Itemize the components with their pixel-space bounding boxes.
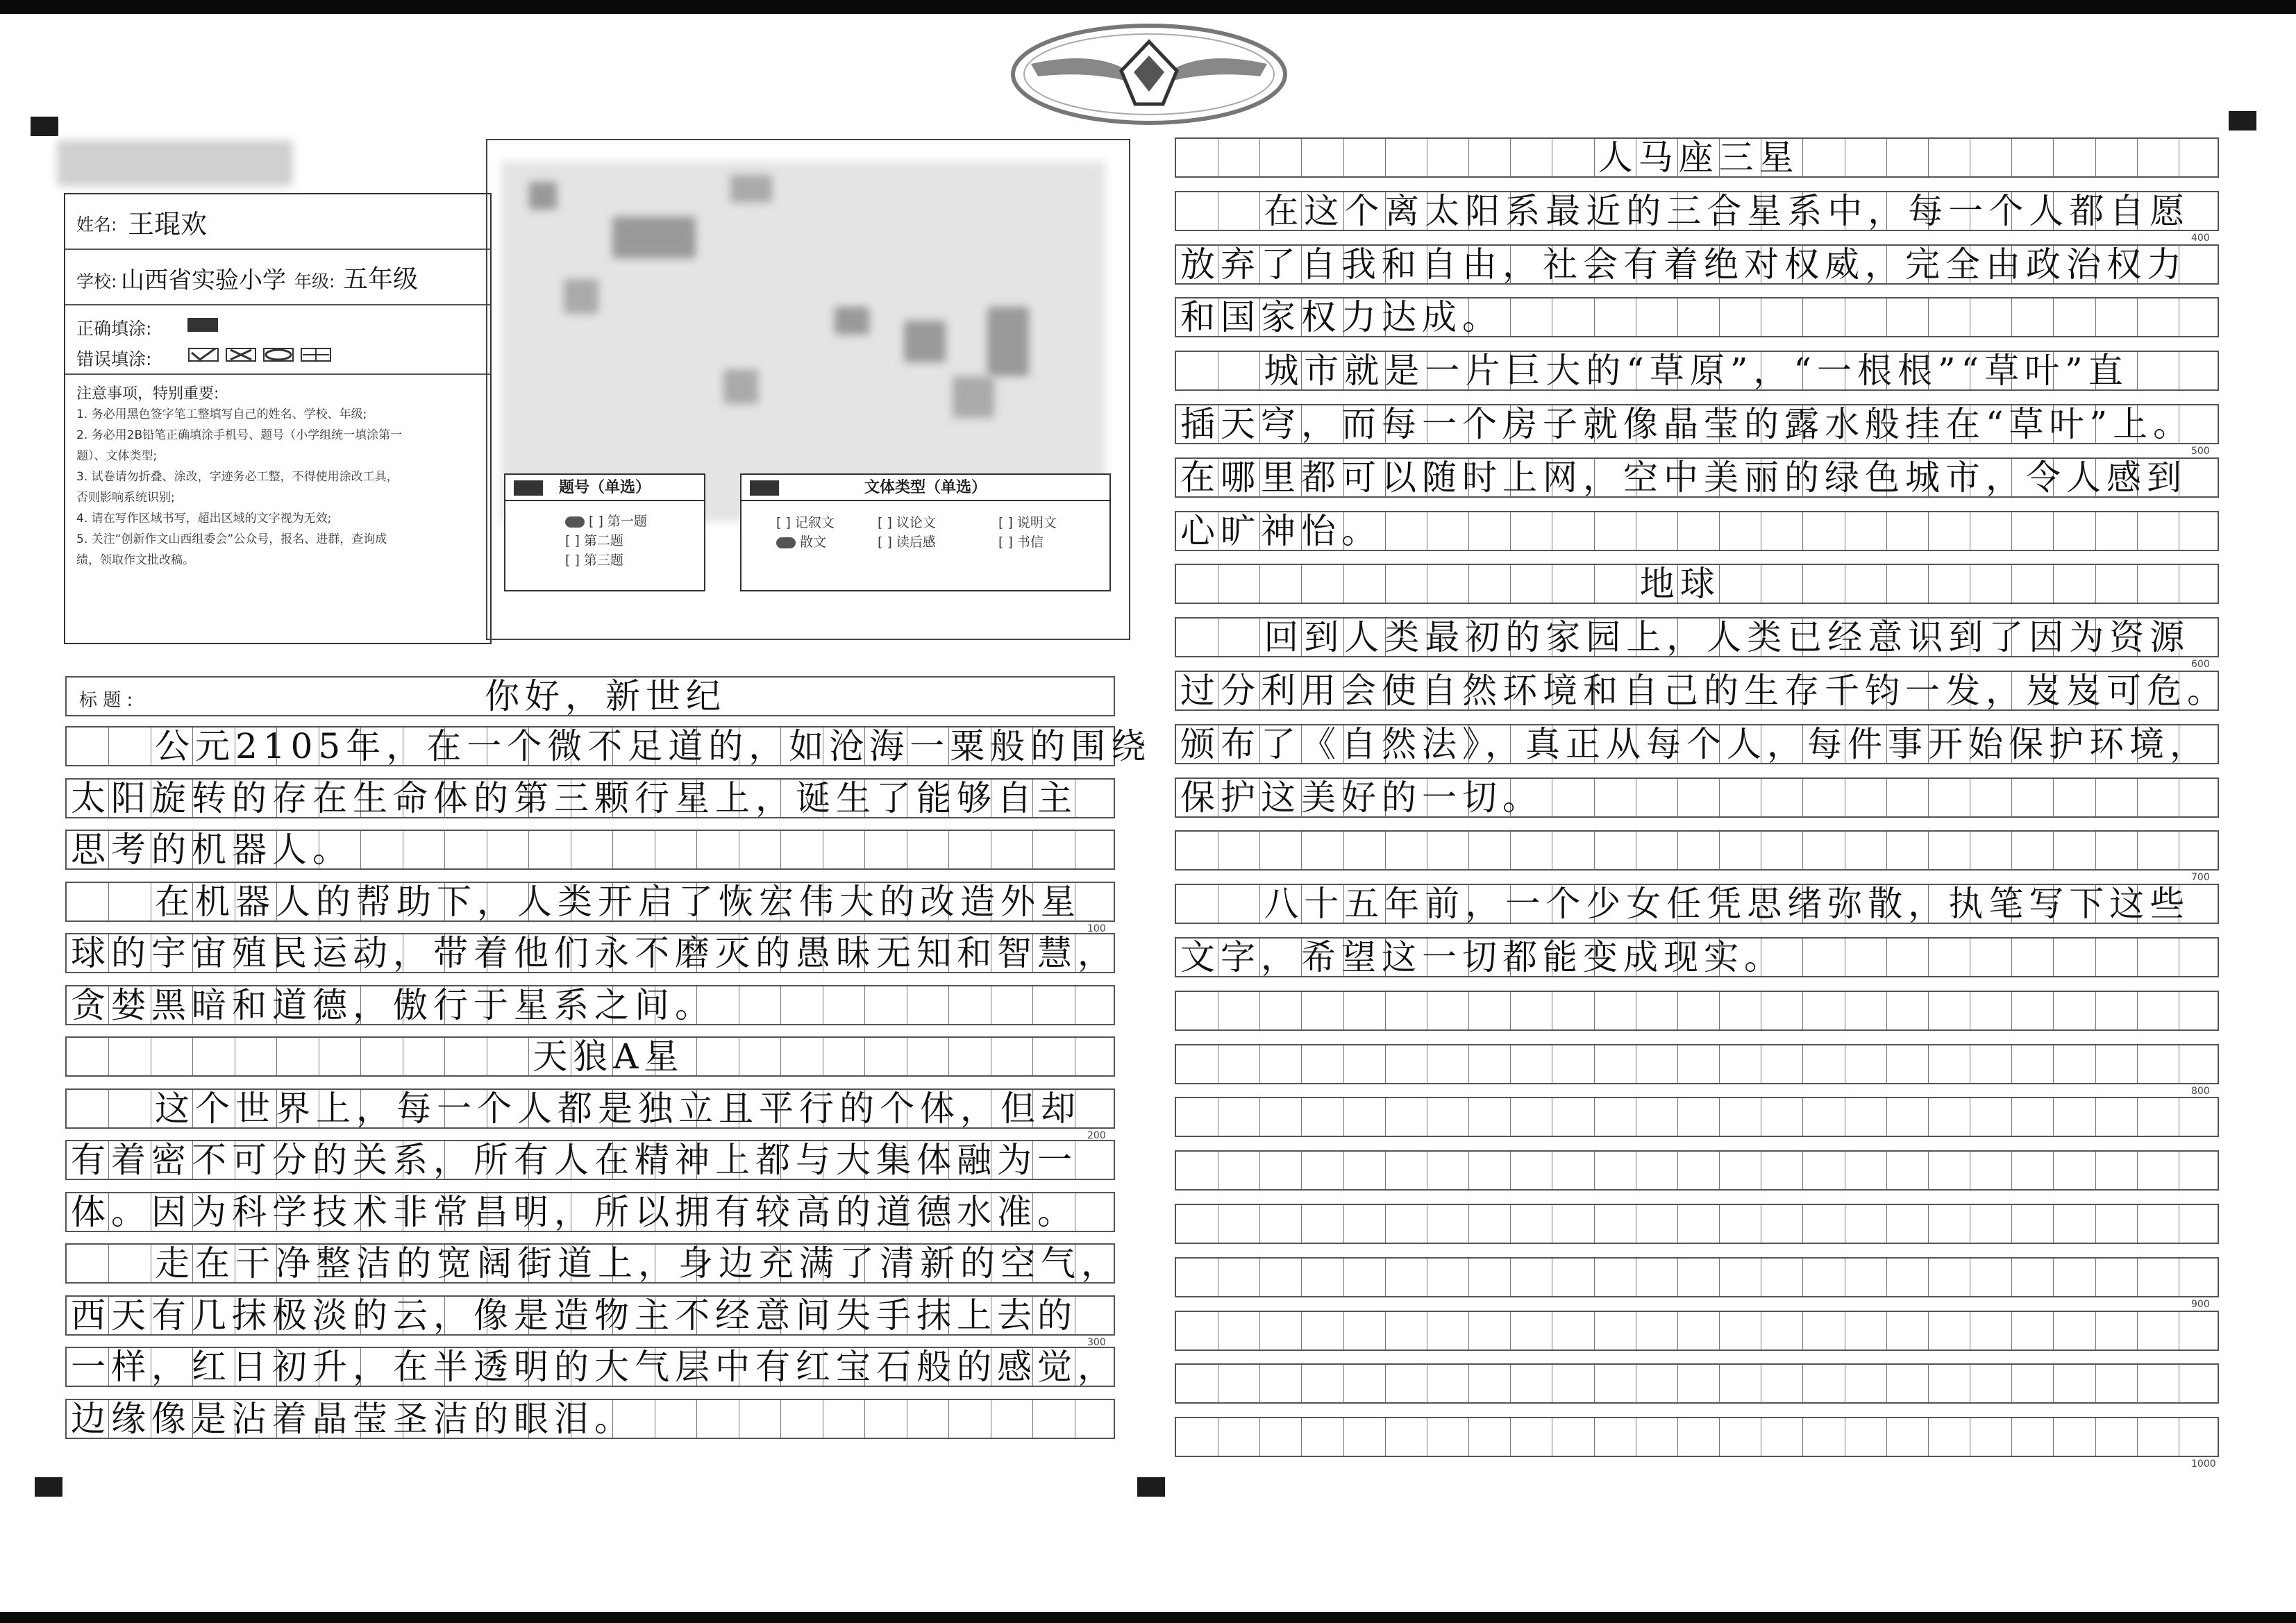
grid-row (65, 830, 1115, 870)
genre-option-argument[interactable]: [ ] 议论文 (878, 515, 936, 530)
note-item: 题）、文体类型; (76, 449, 158, 463)
name-row (65, 194, 490, 250)
grade-label: 年级: (294, 271, 335, 292)
grid-row (1175, 351, 2219, 391)
essay-line: 公元2105年，在一个微不足道的，如沧海一粟般的围绕 (154, 726, 1152, 766)
grid-row (1175, 1204, 2219, 1244)
topic-option-2[interactable]: [ ] 第二题 (565, 533, 623, 548)
essay-line: 颁布了《自然法》，真正从每个人，每件事开始保护环境， (1180, 723, 2210, 764)
char-counter: 200 (1087, 1129, 1106, 1141)
grid-row (1175, 884, 2219, 924)
grid-row (1175, 991, 2219, 1031)
name-label: 姓名: (76, 215, 117, 235)
essay-line: 心旷神怡。 (1180, 510, 1382, 551)
wrong-fill-label: 错误填涂: (76, 349, 152, 369)
grid-row (1175, 1311, 2219, 1351)
essay-line: 回到人类最初的家园上，人类已经意识到了因为资源 (1264, 617, 2190, 658)
note-item: 绩，领取作文批改稿。 (76, 553, 194, 567)
grid-row (65, 1295, 1115, 1336)
essay-line: 人马座三星 (1598, 137, 1800, 178)
correct-fill-label: 正确填涂: (76, 319, 152, 339)
registration-mark (1137, 1477, 1165, 1497)
school-row (65, 250, 490, 305)
grid-row (1175, 1363, 2219, 1404)
topic-option-3[interactable]: [ ] 第三题 (565, 553, 623, 568)
essay-line: 贪婪黑暗和道德，傲行于星系之间。 (71, 984, 715, 1025)
note-item: 2. 务必用2B铅笔正确填涂手机号、题号（小学组统一填涂第一 (76, 428, 403, 442)
topic-header: 题号（单选） (558, 479, 651, 496)
grade-value: 五年级 (343, 265, 419, 294)
essay-line: 走在干净整洁的宽阔街道上，身边充满了清新的空气， (154, 1243, 1121, 1284)
wings-logo (1010, 22, 1288, 126)
grid-row (1175, 671, 2227, 711)
correct-fill-mark (187, 318, 218, 332)
school-label: 学校: (76, 271, 117, 292)
registration-mark (31, 117, 58, 136)
essay-line: 在这个离太阳系最近的三合星系中，每一个人都自愿 (1264, 190, 2190, 231)
essay-line: 保护这美好的一切。 (1180, 777, 1543, 818)
grid-row (1175, 1417, 2219, 1457)
essay-line: 在哪里都可以随时上网，空中美丽的绿色城市，令人感到 (1180, 457, 2187, 498)
grid-row (1175, 564, 2219, 604)
grid-row (65, 1399, 1115, 1439)
char-counter: 500 (2191, 446, 2210, 457)
essay-line: 插天穹，而每一个房子就像晶莹的露水般挂在“草叶”上。 (1180, 404, 2194, 444)
note-item: 否则影响系统识别; (76, 491, 175, 505)
char-counter: 900 (2191, 1298, 2210, 1310)
note-item: 3. 试卷请勿折叠、涂改，字迹务必工整，不得使用涂改工具， (76, 470, 399, 484)
note-item: 4. 请在写作区域书写，超出区域的文字视为无效; (76, 512, 332, 525)
student-info-panel (64, 193, 492, 644)
topic-select-box (504, 473, 705, 591)
school-value: 山西省实验小学 (121, 267, 286, 294)
registration-mark (2229, 111, 2256, 131)
title-row-grid (65, 676, 1115, 716)
essay-line: 边缘像是沾着晶莹圣洁的眼泪。 (71, 1398, 635, 1439)
grid-row (65, 933, 1118, 973)
genre-header: 文体类型（单选） (864, 479, 987, 496)
genre-option-prose[interactable]: 散文 (776, 532, 826, 550)
grid-row (1175, 191, 2219, 231)
grid-row (1175, 724, 2219, 764)
essay-line: 和国家权力达成。 (1180, 297, 1502, 338)
grid-row (1175, 1257, 2219, 1297)
essay-line: 太阳旋转的存在生命体的第三颗行星上，诞生了能够自主 (71, 777, 1078, 818)
grid-row (1175, 937, 2219, 977)
essay-line: 八十五年前，一个少女任凭思绪弥散，执笔写下这些 (1264, 884, 2190, 925)
essay-line: 文字，希望这一切都能变成现实。 (1180, 937, 1784, 977)
grid-row (1175, 511, 2219, 551)
essay-line: 一样，红日初升，在半透明的大气层中有红宝石般的感觉， (71, 1347, 1118, 1387)
essay-title: 你好，新世纪 (485, 676, 726, 716)
grid-row (65, 985, 1115, 1025)
char-counter: 600 (2191, 659, 2210, 671)
answer-code-panel (486, 139, 1130, 640)
grid-row (1175, 1044, 2219, 1084)
essay-line: 思考的机器人。 (71, 830, 353, 870)
genre-option-review[interactable]: [ ] 读后感 (878, 535, 936, 550)
name-value: 王琨欢 (128, 209, 208, 239)
essay-line: 过分利用会使自然环境和自己的生存千钧一发，岌岌可危。 (1180, 671, 2227, 711)
registration-mark (35, 1477, 62, 1497)
genre-option-letter[interactable]: [ ] 书信 (998, 535, 1044, 550)
grid-row (65, 1036, 1115, 1077)
notes-list (76, 404, 486, 571)
fill-example-row (65, 305, 490, 375)
essay-line: 西天有几抹极淡的云，像是造物主不经意间失手抹上去的 (71, 1295, 1078, 1336)
genre-option-narrative[interactable]: [ ] 记叙文 (776, 515, 835, 530)
essay-line: 地球 (1639, 564, 1720, 605)
char-counter: 400 (2191, 232, 2210, 244)
notes-title: 注意事项，特别重要: (76, 385, 219, 403)
bottom-border (0, 1612, 2296, 1623)
char-counter: 300 (1087, 1336, 1106, 1348)
char-counter: 800 (2191, 1085, 2210, 1097)
essay-line: 天狼A星 (533, 1036, 685, 1077)
title-label: 标 题 : (79, 690, 133, 711)
grid-row (65, 882, 1115, 922)
grid-row (65, 1243, 1121, 1284)
grid-row (1175, 404, 2219, 444)
grid-row (65, 1347, 1118, 1387)
grid-row (65, 1192, 1115, 1232)
grid-row (65, 778, 1115, 818)
grid-row (65, 1140, 1115, 1180)
grid-row (1175, 244, 2219, 285)
grid-row (1175, 457, 2219, 498)
grid-row (1175, 617, 2219, 657)
essay-line: 体。因为科学技术非常昌明，所以拥有较高的道德水准。 (71, 1191, 1078, 1232)
redacted-barcode (57, 140, 293, 186)
note-item: 1. 务必用黑色签字笔工整填写自己的姓名、学校、年级; (76, 407, 367, 421)
genre-select-box (740, 473, 1111, 591)
grid-row (1175, 777, 2219, 818)
char-counter: 700 (2191, 872, 2210, 884)
wrong-fill-marks (187, 346, 340, 364)
grid-row (1175, 1150, 2219, 1191)
essay-line: 有着密不可分的关系，所有人在精神上都与大集体融为一 (71, 1140, 1078, 1180)
essay-line: 城市就是一片巨大的“草原”，“一根根”“草叶”直 (1264, 351, 2129, 392)
essay-line: 球的宇宙殖民运动，带着他们永不磨灭的愚昧无知和智慧， (71, 933, 1118, 973)
grid-row (1175, 297, 2219, 337)
top-border (0, 0, 2296, 14)
grid-row (1175, 830, 2219, 871)
grid-row (1175, 1097, 2219, 1137)
topic-option-1[interactable]: [ ] 第一题 (565, 511, 647, 530)
essay-line: 在机器人的帮助下，人类开启了恢宏伟大的改造外星 (154, 881, 1081, 922)
grid-row (65, 726, 1152, 766)
essay-line: 放弃了自我和自由，社会有着绝对权威，完全由政治权力 (1180, 244, 2187, 285)
char-counter: 1000 (2191, 1458, 2216, 1470)
grid-row (1175, 137, 2219, 178)
essay-line: 这个世界上，每一个人都是独立且平行的个体，但却 (154, 1088, 1081, 1129)
grid-row (65, 1088, 1115, 1129)
char-counter: 100 (1087, 923, 1106, 934)
genre-option-expository[interactable]: [ ] 说明文 (998, 515, 1057, 530)
note-item: 5. 关注“创新作文山西组委会”公众号，报名、进群，查询成 (76, 532, 387, 546)
